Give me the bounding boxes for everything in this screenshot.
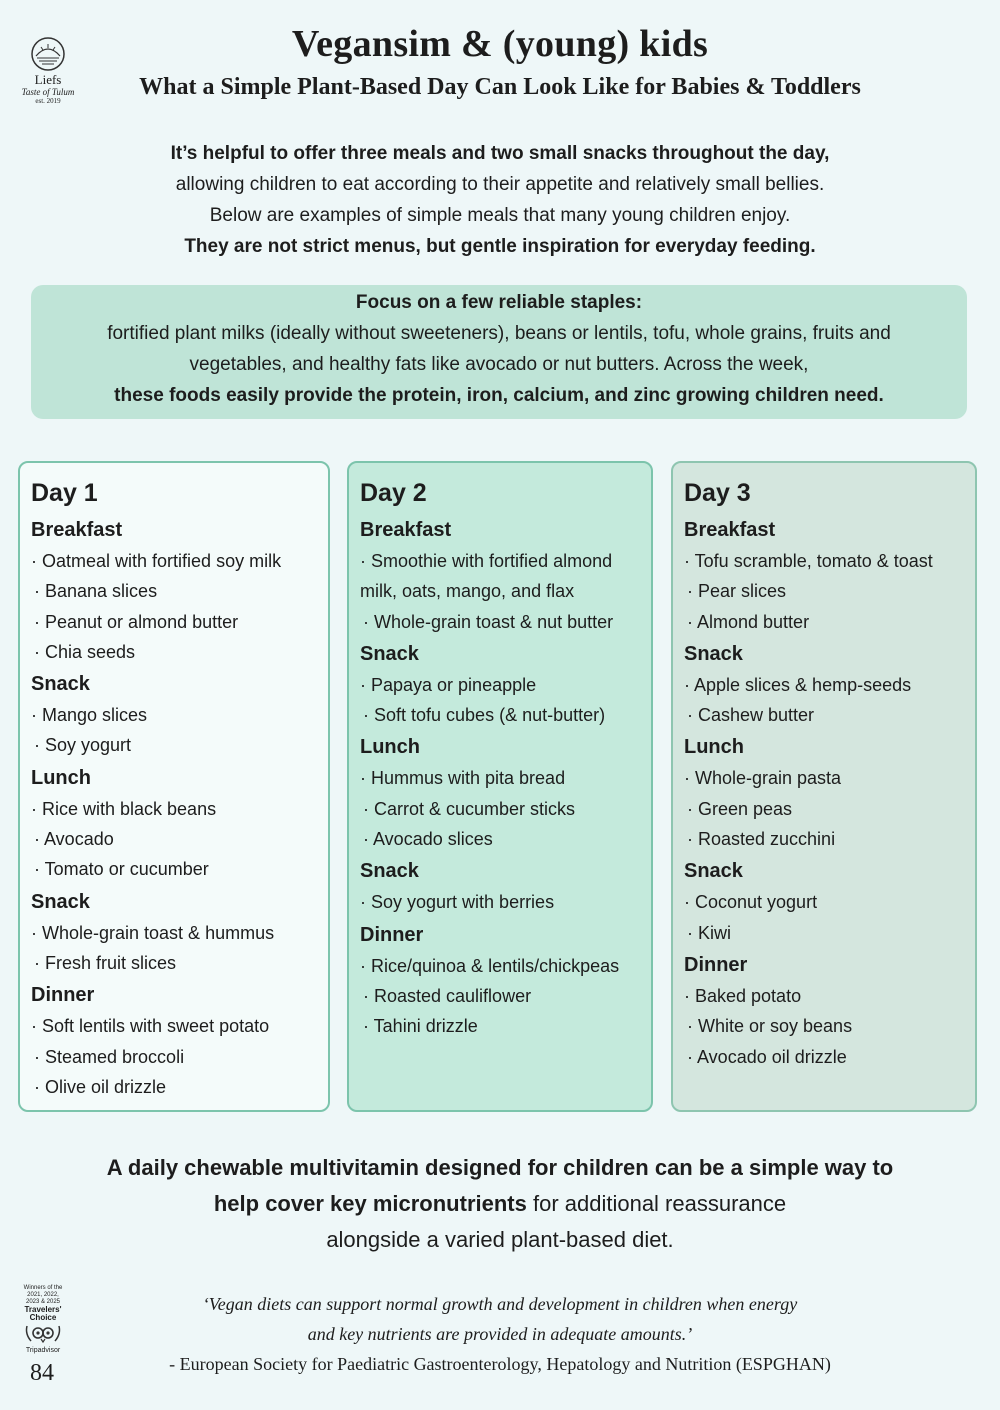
meal-item: · Soy yogurt: [34, 735, 132, 756]
note-line: alongside a varied plant-based diet.: [326, 1227, 674, 1252]
meal-item: · Rice/quinoa & lentils/chickpeas: [360, 955, 620, 976]
day-title: Day 3: [684, 479, 751, 507]
day-card-2: [347, 461, 653, 1112]
intro-line: allowing children to eat according to their appetite and relatively small bellies.: [175, 174, 825, 195]
meal-item: · Chia seeds: [34, 641, 136, 662]
meal-item: · Steamed broccoli: [34, 1046, 185, 1067]
meal-heading: Dinner: [360, 923, 424, 946]
meal-heading: Lunch: [31, 766, 91, 789]
meal-item: · Banana slices: [34, 581, 158, 602]
logo-tagline: Taste of Tulum: [21, 87, 75, 97]
meal-item: · Soft lentils with sweet potato: [31, 1016, 270, 1037]
award-brand: Tripadvisor: [25, 1347, 61, 1354]
page-title: Vegansim & (young) kids: [291, 23, 709, 65]
meal-heading: Snack: [684, 642, 743, 665]
quote-attribution: - European Society for Paediatric Gastroenterology, Hepatology and Nutrition (ESPGHAN): [169, 1354, 831, 1374]
meal-item: · Kiwi: [687, 922, 731, 943]
quote-line: and key nutrients are provided in adequate amounts.’: [307, 1324, 693, 1344]
meal-item: · Smoothie with fortified almond milk, oats, mango, and flax: [360, 551, 613, 602]
note-bold: help cover key micronutrients: [213, 1191, 527, 1216]
meal-heading: Breakfast: [31, 519, 123, 541]
page-number: 84: [30, 1360, 54, 1386]
award-winners: Winners of the 2021, 2022, 2023 & 2025: [23, 1285, 63, 1305]
meal-heading: Breakfast: [684, 519, 776, 541]
intro-line: They are not strict menus, but gentle inspiration for everyday feeding.: [184, 236, 816, 257]
meal-item: · Soy yogurt with berries: [360, 892, 555, 913]
intro-line: It’s helpful to offer three meals and two small snacks throughout the day,: [170, 143, 830, 164]
travelers-choice-badge: [20, 1285, 66, 1355]
multivitamin-note: [40, 1150, 960, 1258]
meal-item: · Olive oil drizzle: [34, 1076, 167, 1097]
meal-item: · Avocado slices: [363, 829, 493, 850]
meal-item: · Avocado: [34, 829, 114, 850]
meal-item: · Tahini drizzle: [363, 1016, 478, 1037]
quote-line: ‘Vegan diets can support normal growth and development in children when energy: [202, 1294, 798, 1314]
meal-item: · Avocado oil drizzle: [687, 1046, 847, 1067]
meal-item: · Pear slices: [687, 581, 787, 602]
meal-item: · Oatmeal with fortified soy milk: [31, 551, 282, 571]
meal-item: · Whole-grain pasta: [684, 768, 842, 789]
meal-item: · Tofu scramble, tomato & toast: [684, 551, 933, 571]
meal-item: · Cashew butter: [687, 705, 815, 726]
note-rest: for additional reassurance: [526, 1191, 787, 1216]
meal-heading: Snack: [31, 673, 90, 696]
page-subtitle: What a Simple Plant-Based Day Can Look Like for Babies & Toddlers: [139, 74, 861, 100]
meal-heading: Snack: [360, 860, 419, 883]
logo-est: est. 2019: [35, 97, 61, 105]
meal-item: · Soft tofu cubes (& nut-butter): [363, 705, 606, 726]
owl-laurel-icon: [23, 1322, 63, 1344]
meal-item: · Rice with black beans: [31, 798, 217, 819]
focus-line: vegetables, and healthy fats like avocado or nut butters. Across the week,: [189, 354, 809, 375]
meal-item: · Roasted zucchini: [687, 829, 836, 850]
meal-heading: Snack: [31, 890, 90, 913]
meal-item: · Mango slices: [31, 705, 148, 726]
meal-item: · Whole-grain toast & nut butter: [363, 611, 614, 632]
meal-item: · Apple slices & hemp-seeds: [684, 674, 912, 695]
note-line: [40, 1186, 960, 1222]
meal-item: · White or soy beans: [687, 1016, 853, 1037]
meal-heading: Snack: [684, 860, 743, 883]
meal-heading: Dinner: [31, 984, 95, 1007]
meal-item: · Roasted cauliflower: [363, 985, 532, 1006]
meal-item: · Peanut or almond butter: [34, 611, 239, 632]
meal-item: · Tomato or cucumber: [34, 859, 209, 880]
meal-item: · Carrot & cucumber sticks: [363, 798, 576, 819]
meal-item: · Coconut yogurt: [684, 892, 818, 913]
intro-line: Below are examples of simple meals that many young children enjoy.: [209, 205, 791, 226]
meal-item: · Green peas: [687, 798, 793, 819]
focus-heading: Focus on a few reliable staples:: [355, 292, 643, 313]
meal-item: · Whole-grain toast & hummus: [31, 922, 275, 943]
note-line: A daily chewable multivitamin designed for children can be a simple way to: [106, 1155, 894, 1180]
meal-item: · Baked potato: [684, 985, 802, 1006]
meal-item: · Hummus with pita bread: [360, 768, 566, 789]
day-title: Day 2: [360, 479, 427, 507]
award-title: Travelers' Choice: [24, 1305, 62, 1322]
focus-line: these foods easily provide the protein, iron, calcium, and zinc growing children need.: [114, 385, 884, 406]
focus-box: [31, 285, 967, 419]
espghan-quote: [100, 1289, 900, 1379]
day-card-3: [671, 461, 977, 1112]
meal-item: · Papaya or pineapple: [360, 674, 537, 695]
meal-item: · Fresh fruit slices: [34, 952, 177, 973]
day-card-1: [18, 461, 330, 1112]
meal-heading: Lunch: [684, 736, 744, 759]
logo-brand: Liefs: [34, 72, 62, 87]
meal-heading: Dinner: [684, 953, 748, 976]
focus-line: fortified plant milks (ideally without sweeteners), beans or lentils, tofu, whole grains, fruits and: [107, 323, 891, 344]
day-title: Day 1: [31, 479, 98, 507]
meal-heading: Snack: [360, 642, 419, 665]
intro-text: [60, 138, 940, 262]
meal-heading: Lunch: [360, 736, 420, 759]
meal-item: · Almond butter: [687, 611, 810, 632]
meal-heading: Breakfast: [360, 519, 452, 541]
